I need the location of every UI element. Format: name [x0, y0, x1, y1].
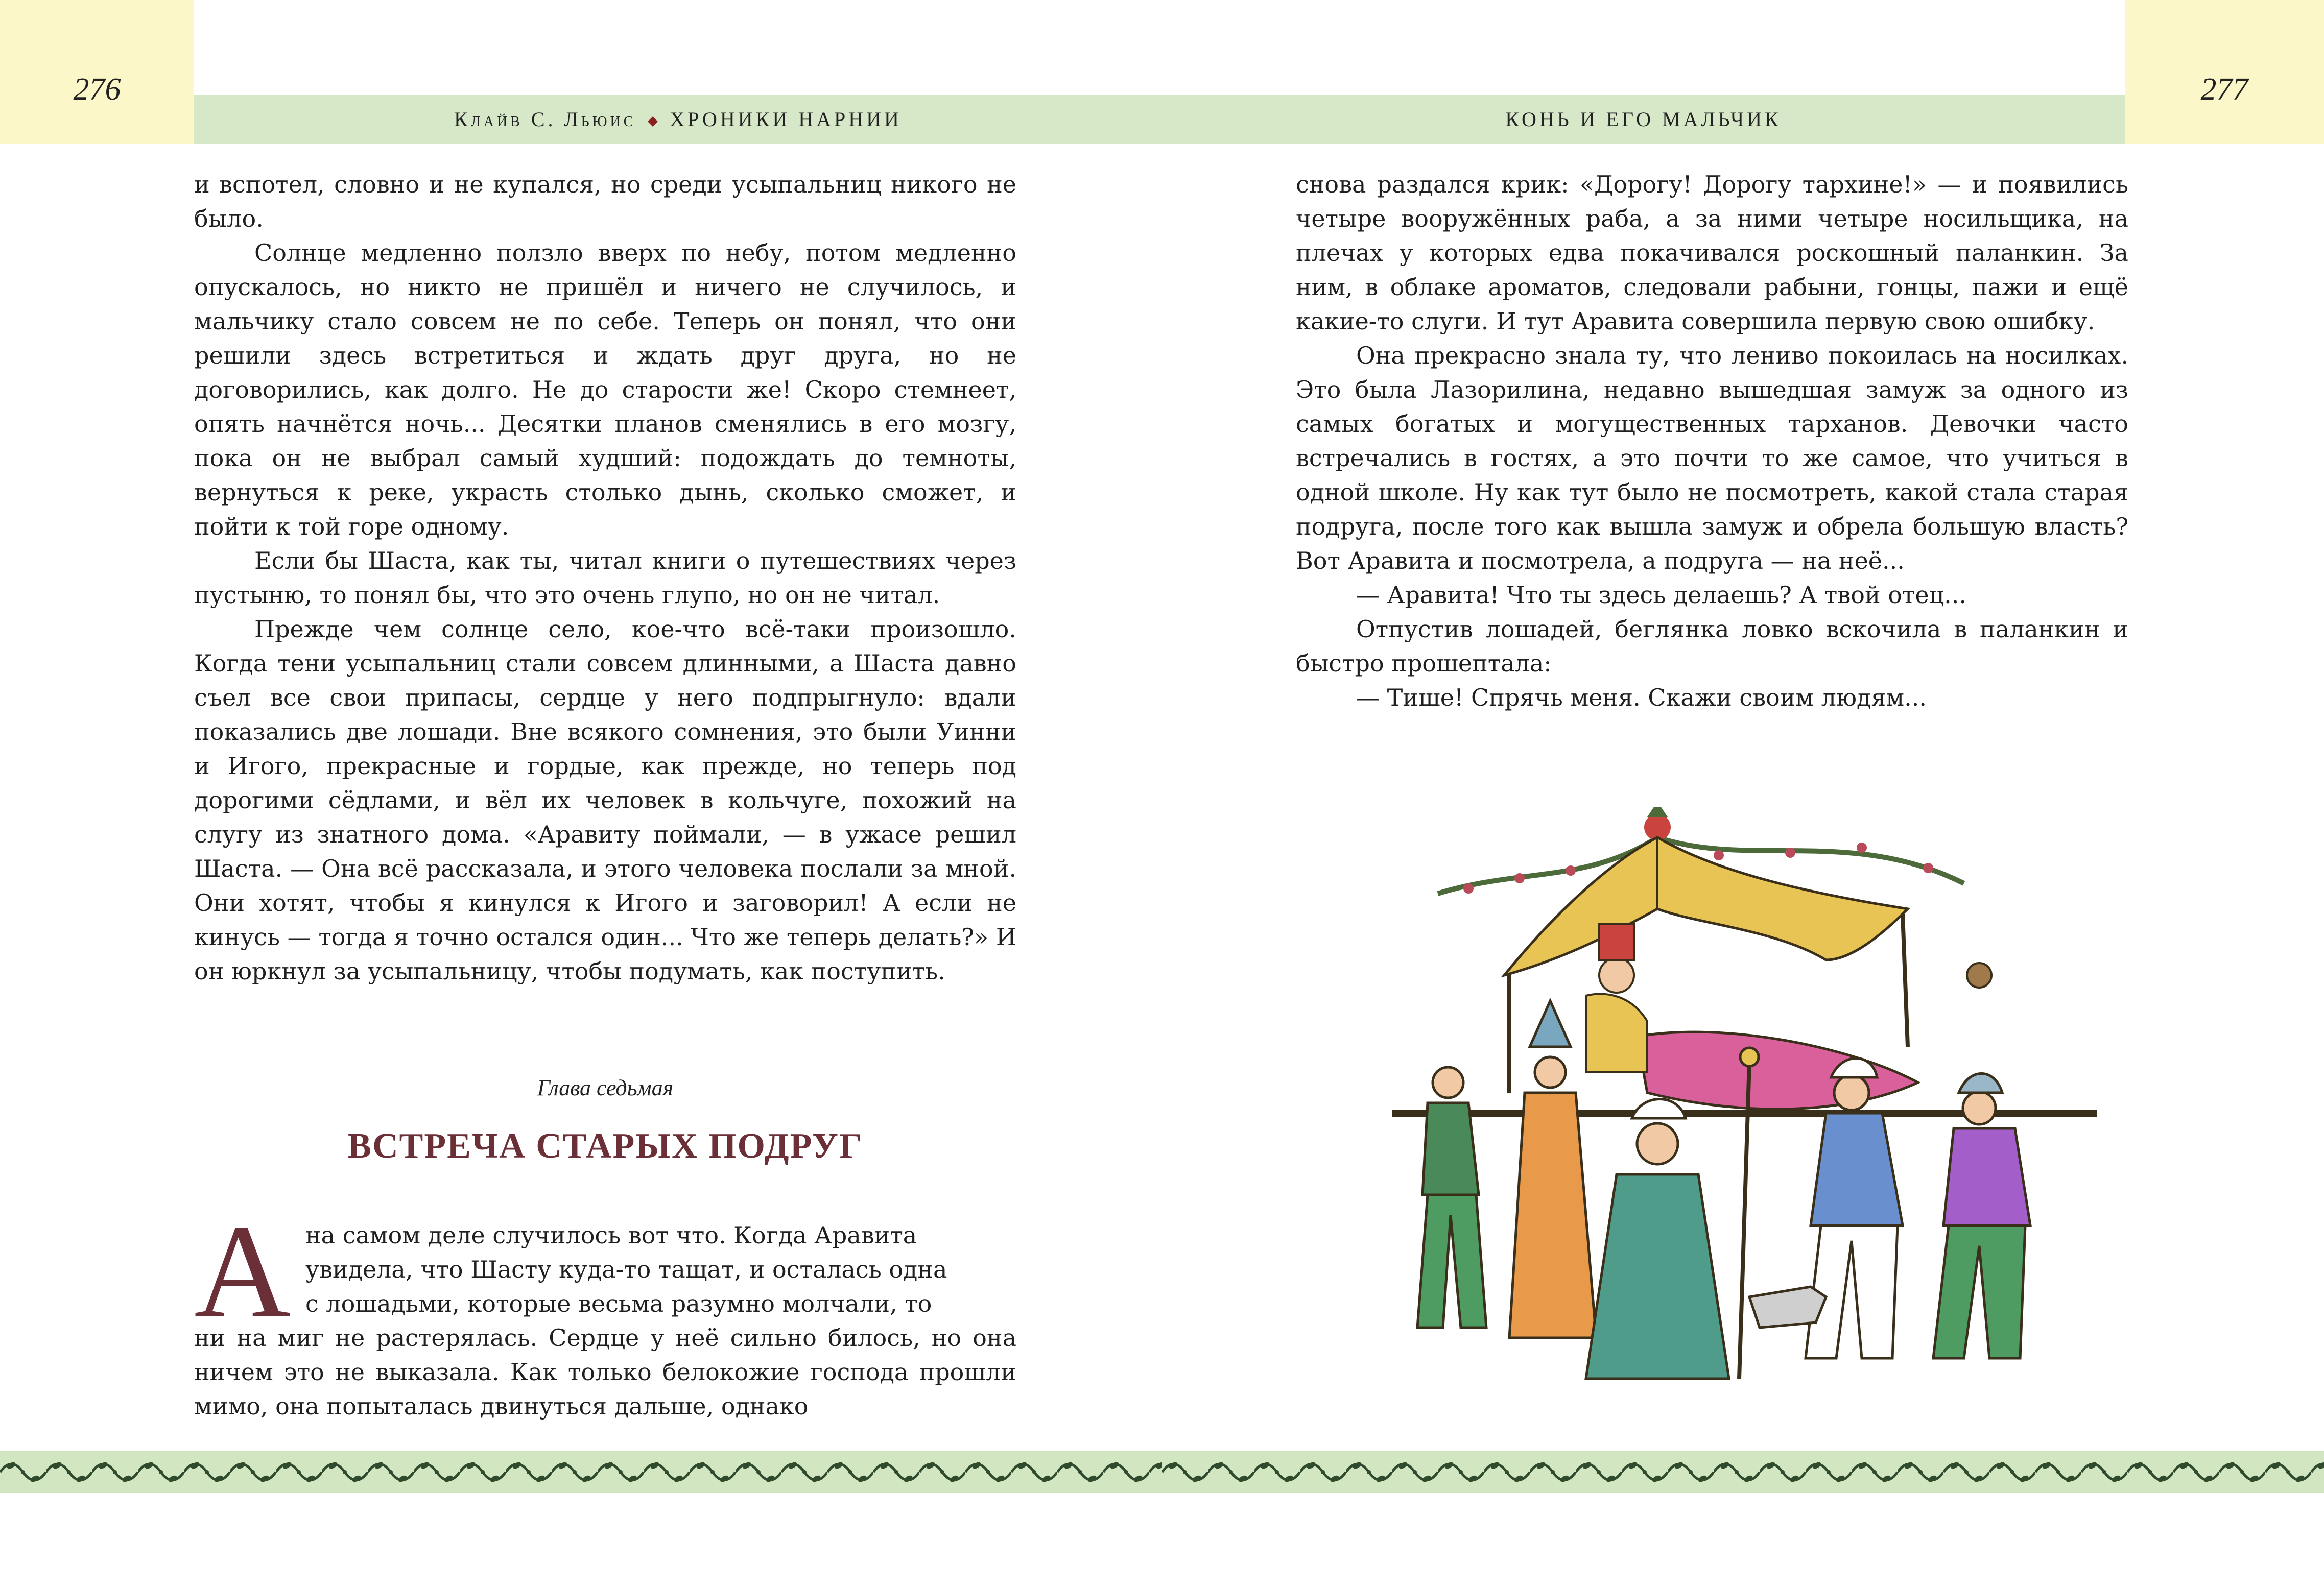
paragraph: — Аравита! Что ты здесь делаешь? А твой отец...: [1356, 581, 1967, 609]
paragraph: и вспотел, словно и не купался, но среди усыпальниц никого не было.: [194, 171, 1016, 232]
drop-cap: А: [194, 1197, 291, 1345]
paragraph: — Тише! Спрячь меня. Скажи своим людям...: [1356, 684, 1927, 711]
right-page: [1162, 0, 2324, 1587]
page-number-box: [2125, 0, 2324, 144]
body-text: [1296, 167, 2128, 715]
paragraph: Она прекрасно знала ту, что лениво покоилась на носилках. Это была Лазорилина, недавно вышедшая замуж за одного из самых богатых и могущественных тарханов. Девочки часто встречались в гостях, а это почти то же самое, что учиться в одной школе. Ну как тут было не посмотреть, какой стала старая подруга, после того как вышла замуж и обрела большую власть? Вот Аравита и посмотрела, а подруга — на неё...: [1296, 342, 2128, 574]
ornament-border: [0, 1451, 1162, 1493]
page-number: 276: [73, 72, 121, 107]
chapter-line: на самом деле случилось вот что. Когда Аравита: [305, 1221, 917, 1249]
paragraph: снова раздался крик: «Дорогу! Дорогу тархине!» — и появились четыре вооружённых раба, а за ними четыре носильщика, на плечах у которых едва покачивался роскошный паланкин. За ним, в облаке ароматов, следовали рабыни, гонцы, пажи и ещё какие-то слуги. И тут Аравита совершила первую свою ошибку.: [1296, 171, 2128, 335]
chapter-label: Глава седьмая: [537, 1075, 674, 1100]
chapter-text: [194, 1197, 1016, 1424]
palanquin-illustration: [1392, 807, 2097, 1435]
paragraph: Отпустив лошадей, беглянка ловко вскочила в паланкин и быстро прошептала:: [1296, 615, 2128, 677]
running-header: [194, 95, 1162, 144]
vine-ornament-icon: [0, 1451, 1162, 1493]
page-number: 277: [2200, 72, 2248, 107]
vine-ornament-icon: [1162, 1451, 2324, 1493]
chapter-title: ВСТРЕЧА СТАРЫХ ПОДРУГ: [347, 1126, 863, 1166]
running-header: [1162, 95, 2125, 144]
paragraph: Солнце медленно ползло вверх по небу, потом медленно опускалось, но никто не пришёл и ничего не случилось, и мальчику стало совсем не по себе. Теперь он понял, что они решили здесь встретиться и ждать друг друга, но не договорились, как долго. Не до старости же! Скоро стемнеет, опять начнётся ночь... Десятки планов сменялись в его мозгу, пока он не выбрал самый худший: подождать до темноты, вернуться к реке, украсть столько дынь, сколько сможет, и пойти к той горе одному.: [194, 239, 1016, 540]
page-number-box: [0, 0, 194, 144]
header-title: КОНЬ И ЕГО МАЛЬЧИК: [1505, 108, 1782, 131]
diamond-separator-icon: [648, 116, 658, 127]
header-series: ХРОНИКИ НАРНИИ: [670, 108, 902, 131]
chapter-line: с лошадьми, которые весьма разумно молчали, то: [305, 1290, 932, 1317]
body-text: [194, 167, 1016, 989]
paragraph: Если бы Шаста, как ты, читал книги о путешествиях через пустыню, то понял бы, что это очень глупо, но он не читал.: [194, 547, 1016, 609]
ornament-border: [1162, 1451, 2324, 1493]
paragraph: Прежде чем солнце село, кое-что всё-таки произошло. Когда тени усыпальниц стали совсем длинными, а Шаста давно съел все свои припасы, сердце у него подпрыгнуло: вдали показались две лошади. Вне всякого сомнения, это были Уинни и Игого, прекрасные и гордые, как прежде, но теперь под дорогими сёдлами, и вёл их человек в кольчуге, похожий на слугу из знатного дома. «Аравиту поймали, — в ужасе решил Шаста. — Она всё рассказала, и этого человека послали за мной. Они хотят, чтобы я кинулся к Игого и заговорил! А если не кинусь — тогда я точно остался один... Что же теперь делать?» И он юркнул за усыпальницу, чтобы подумать, как поступить.: [194, 615, 1016, 985]
header-author: Клайв С. Льюис: [454, 108, 636, 131]
chapter-line: увидела, что Шасту куда-то тащат, и осталась одна: [305, 1256, 947, 1283]
chapter-paragraph: ни на миг не растерялась. Сердце у неё сильно билось, но она ничем это не выказала. Как только белокожие господа прошли мимо, она попыталась двинуться дальше, однако: [194, 1324, 1016, 1420]
